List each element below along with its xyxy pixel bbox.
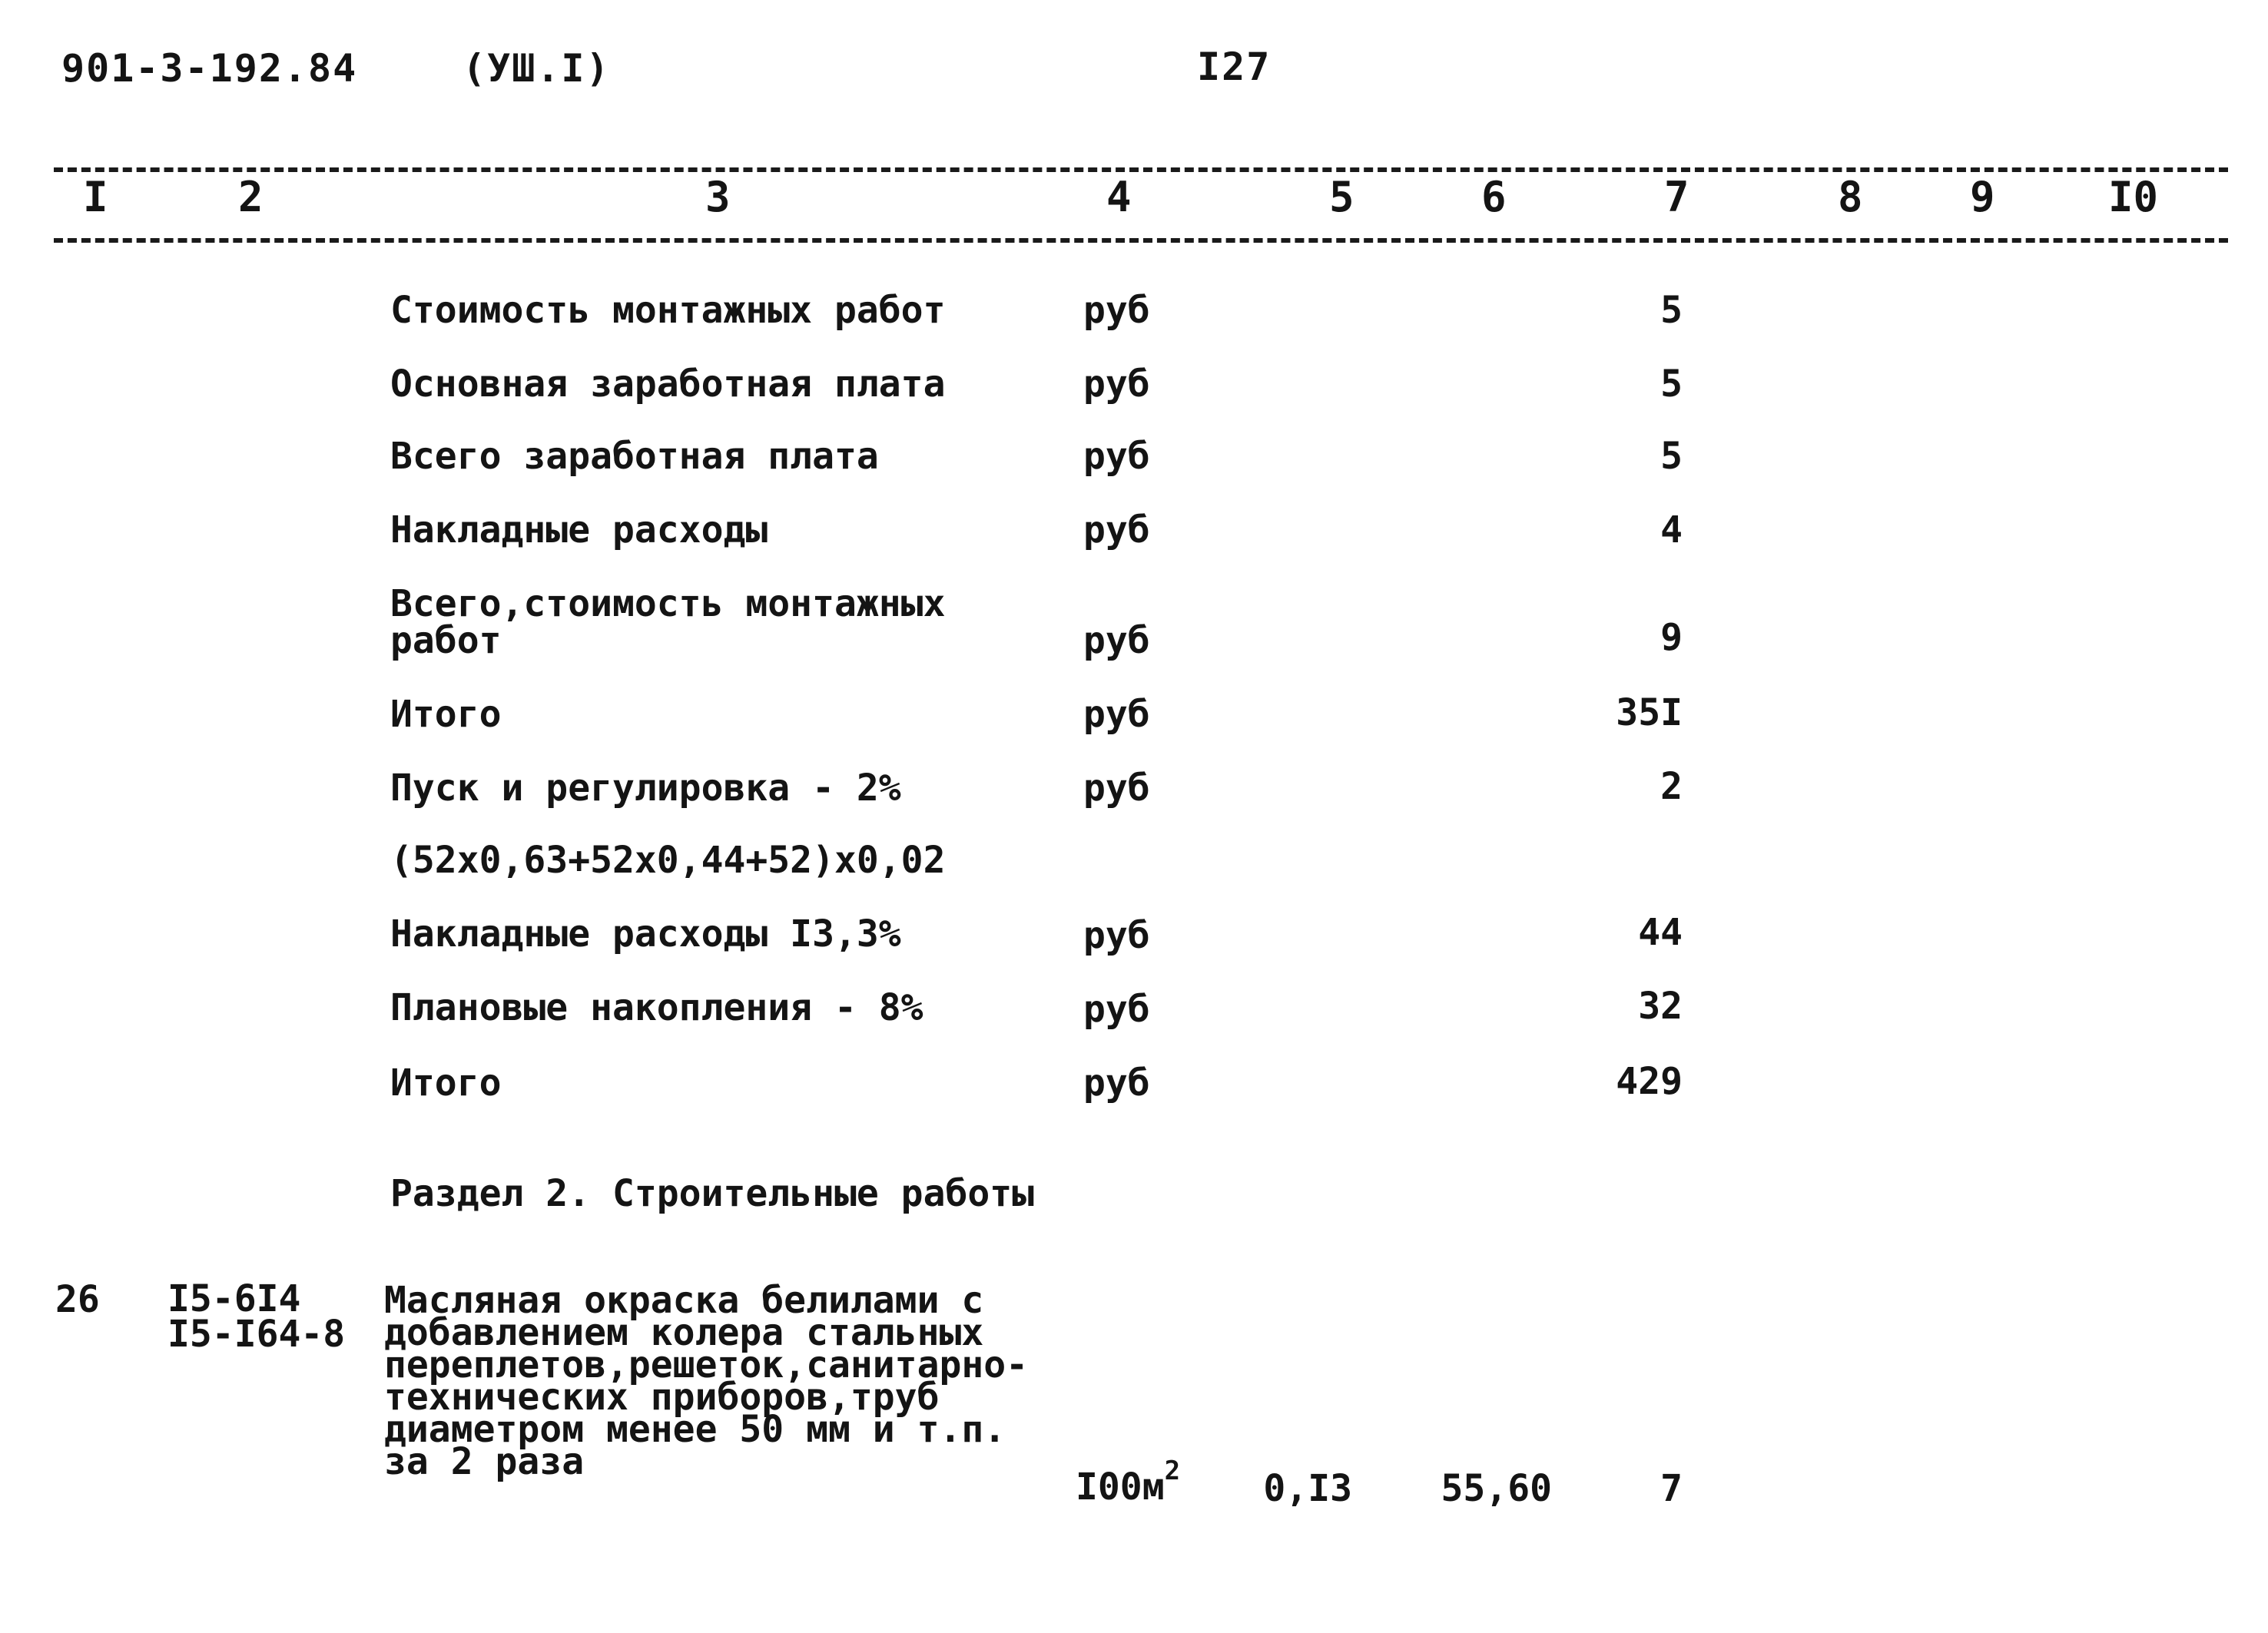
column-number-8: 8: [1838, 173, 1863, 221]
row-value: 35I: [1616, 691, 1683, 734]
header-bottom-rule: [54, 238, 2228, 243]
row-value: 429: [1616, 1060, 1683, 1103]
column-number-6: 6: [1481, 173, 1507, 221]
row-name: Основная заработная плата: [390, 363, 946, 406]
row-name: Итого: [390, 1062, 502, 1105]
item-unit: [1076, 1456, 1181, 1509]
item-total: 7: [1660, 1467, 1683, 1510]
row-name: Накладные расходы: [390, 508, 768, 552]
column-number-10: I0: [2108, 173, 2159, 221]
item-unit-base: I00м: [1076, 1466, 1165, 1509]
item-codes: I5-6I4 I5-I64-8: [167, 1277, 346, 1356]
row-name: Всего,стоимость монтажных работ: [390, 582, 946, 662]
column-number-9: 9: [1970, 173, 1995, 221]
row-unit: руб: [1083, 508, 1150, 552]
row-value: 5: [1660, 435, 1683, 478]
row-value: 32: [1638, 985, 1683, 1028]
header-top-rule: [54, 167, 2228, 172]
row-value: 9: [1660, 616, 1683, 659]
item-quantity: 0,I3: [1263, 1467, 1352, 1510]
row-unit: руб: [1083, 988, 1150, 1031]
formula-line: (52x0,63+52x0,44+52)x0,02: [390, 839, 946, 882]
row-unit: руб: [1083, 289, 1150, 332]
column-number-5: 5: [1329, 173, 1354, 221]
row-name: Стоимость монтажных работ: [390, 289, 946, 332]
item-number: 26: [55, 1278, 100, 1321]
row-name: Итого: [390, 693, 502, 736]
column-number-7: 7: [1664, 173, 1689, 221]
row-value: 44: [1638, 911, 1683, 954]
row-unit: руб: [1083, 435, 1150, 478]
row-unit: руб: [1083, 767, 1150, 810]
sheet-label: (УШ.I): [463, 46, 611, 91]
row-name: Плановые накопления - 8%: [390, 986, 923, 1029]
row-unit: руб: [1083, 619, 1150, 662]
row-name: Всего заработная плата: [390, 435, 879, 478]
row-name: Накладные расходы I3,3%: [390, 913, 901, 956]
column-number-4: 4: [1106, 173, 1132, 221]
row-value: 2: [1660, 765, 1683, 808]
item-unit-power: 2: [1164, 1456, 1181, 1486]
column-number-3: 3: [705, 173, 731, 221]
section-title: Раздел 2. Строительные работы: [390, 1172, 1035, 1215]
row-value: 5: [1660, 363, 1683, 406]
row-unit: руб: [1083, 1062, 1150, 1105]
row-unit: руб: [1083, 693, 1150, 736]
document-code: 901-3-192.84: [61, 46, 358, 91]
page-number: I27: [1197, 45, 1272, 89]
row-name: Пуск и регулировка - 2%: [390, 767, 901, 810]
row-value: 5: [1660, 289, 1683, 332]
row-unit: руб: [1083, 363, 1150, 406]
column-number-1: I: [83, 173, 108, 221]
column-number-2: 2: [238, 173, 264, 221]
row-value: 4: [1660, 508, 1683, 552]
row-unit: руб: [1083, 914, 1150, 957]
item-description: Масляная окраска белилами с добавлением колера стальных переплетов,решеток,санитарно- технических приборов,труб диаметром менее 50 мм и т.п. за 2 раза: [384, 1279, 1029, 1483]
item-price: 55,60: [1441, 1467, 1552, 1510]
